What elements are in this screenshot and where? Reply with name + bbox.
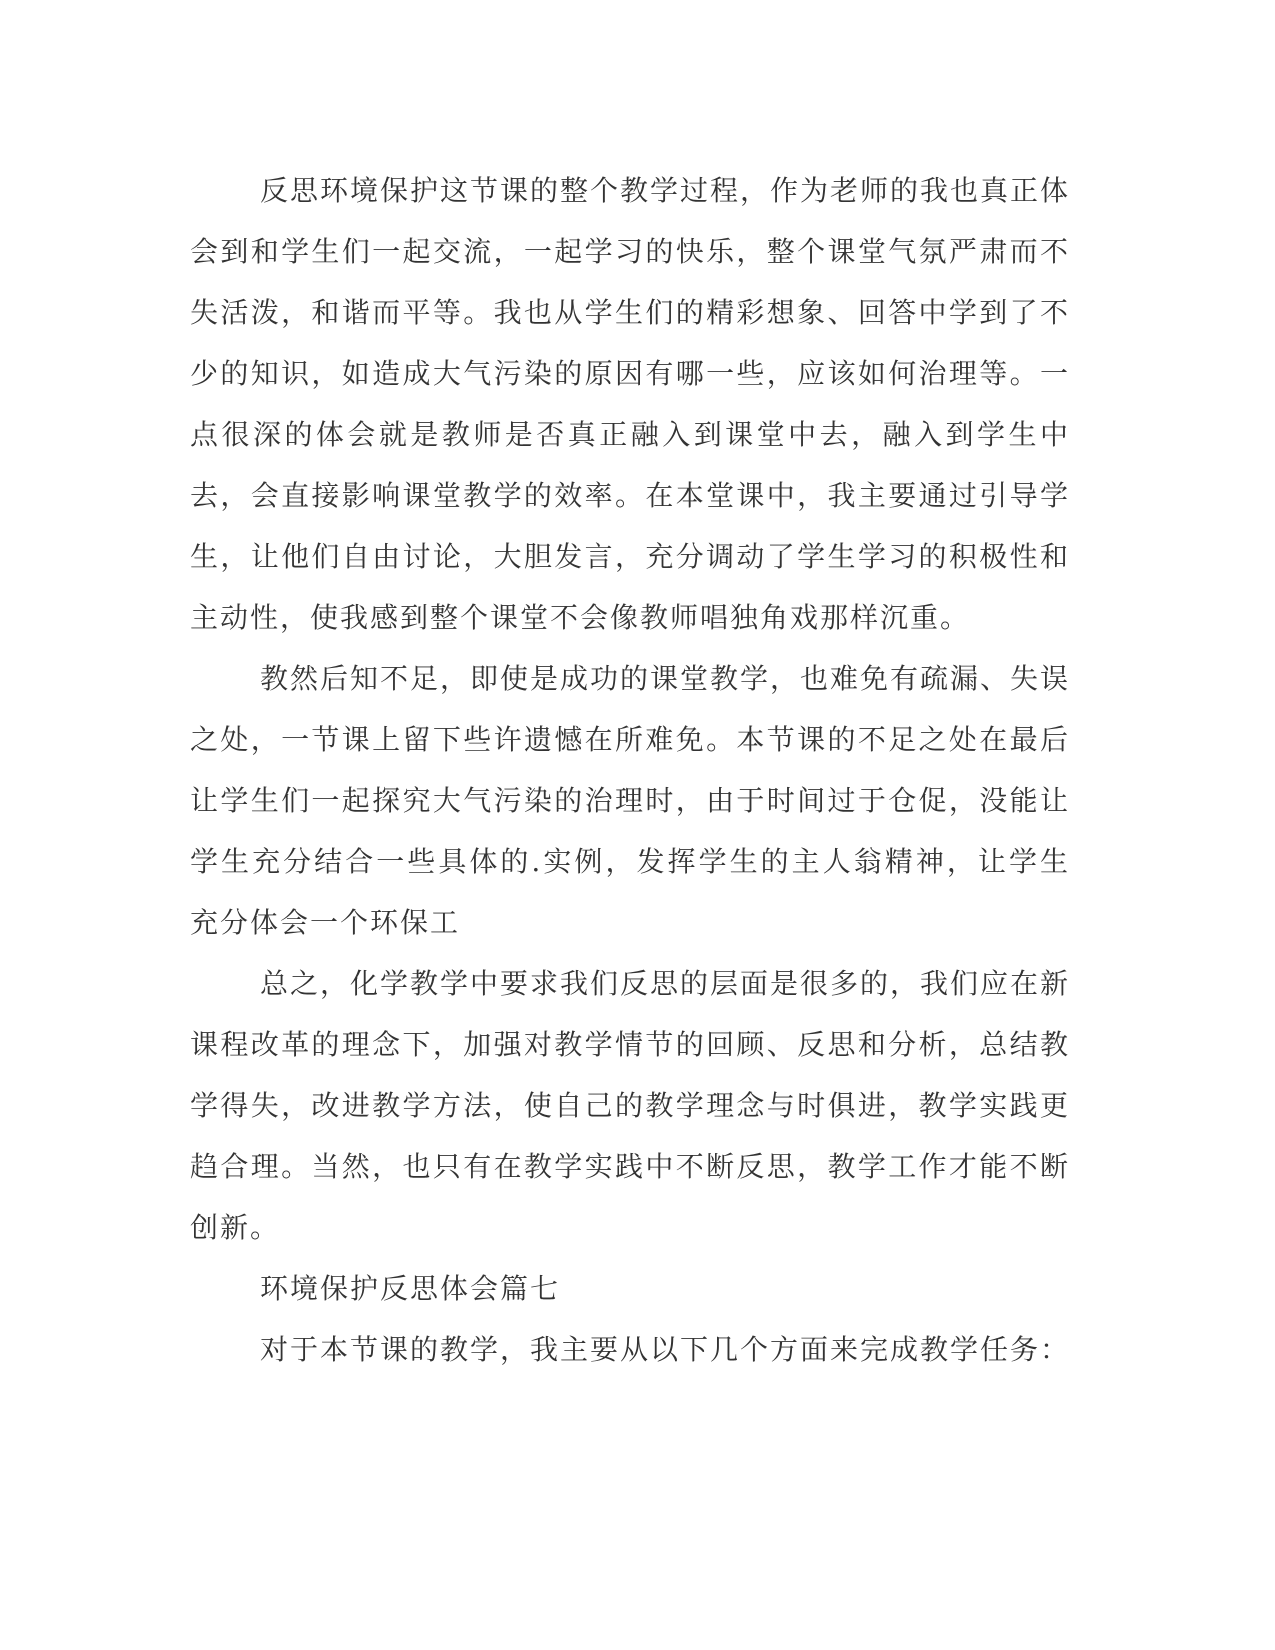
paragraph-intro: 对于本节课的教学，我主要从以下几个方面来完成教学任务： [260, 1333, 1071, 1366]
document-body [190, 160, 1070, 1380]
paragraph-shortcomings: 教然后知不足，即使是成功的课堂教学，也难免有疏漏、失误之处，一节课上留下些许遗憾在所难免。本节课的不足之处在最后让学生们一起探究大气污染的治理时，由于时间过于仓促，没能让学生充分结合一些具体的.实例，发挥学生的主人翁精神，让学生充分体会一个环保工 [190, 662, 1071, 939]
paragraph-summary: 总之，化学教学中要求我们反思的层面是很多的，我们应在新课程改革的理念下，加强对教学情节的回顾、反思和分析，总结教学得失，改进教学方法，使自己的教学理念与时俱进，教学实践更趋合理。当然，也只有在教学实践中不断反思，教学工作才能不断创新。 [190, 967, 1071, 1244]
paragraph-reflection: 反思环境保护这节课的整个教学过程，作为老师的我也真正体会到和学生们一起交流，一起学习的快乐，整个课堂气氛严肃而不失活泼，和谐而平等。我也从学生们的精彩想象、回答中学到了不少的知识，如造成大气污染的原因有哪一些，应该如何治理等。一点很深的体会就是教师是否真正融入到课堂中去，融入到学生中去，会直接影响课堂教学的效率。在本堂课中，我主要通过引导学生，让他们自由讨论，大胆发言，充分调动了学生学习的积极性和主动性，使我感到整个课堂不会像教师唱独角戏那样沉重。 [190, 174, 1071, 634]
section-heading: 环境保护反思体会篇七 [260, 1272, 561, 1305]
